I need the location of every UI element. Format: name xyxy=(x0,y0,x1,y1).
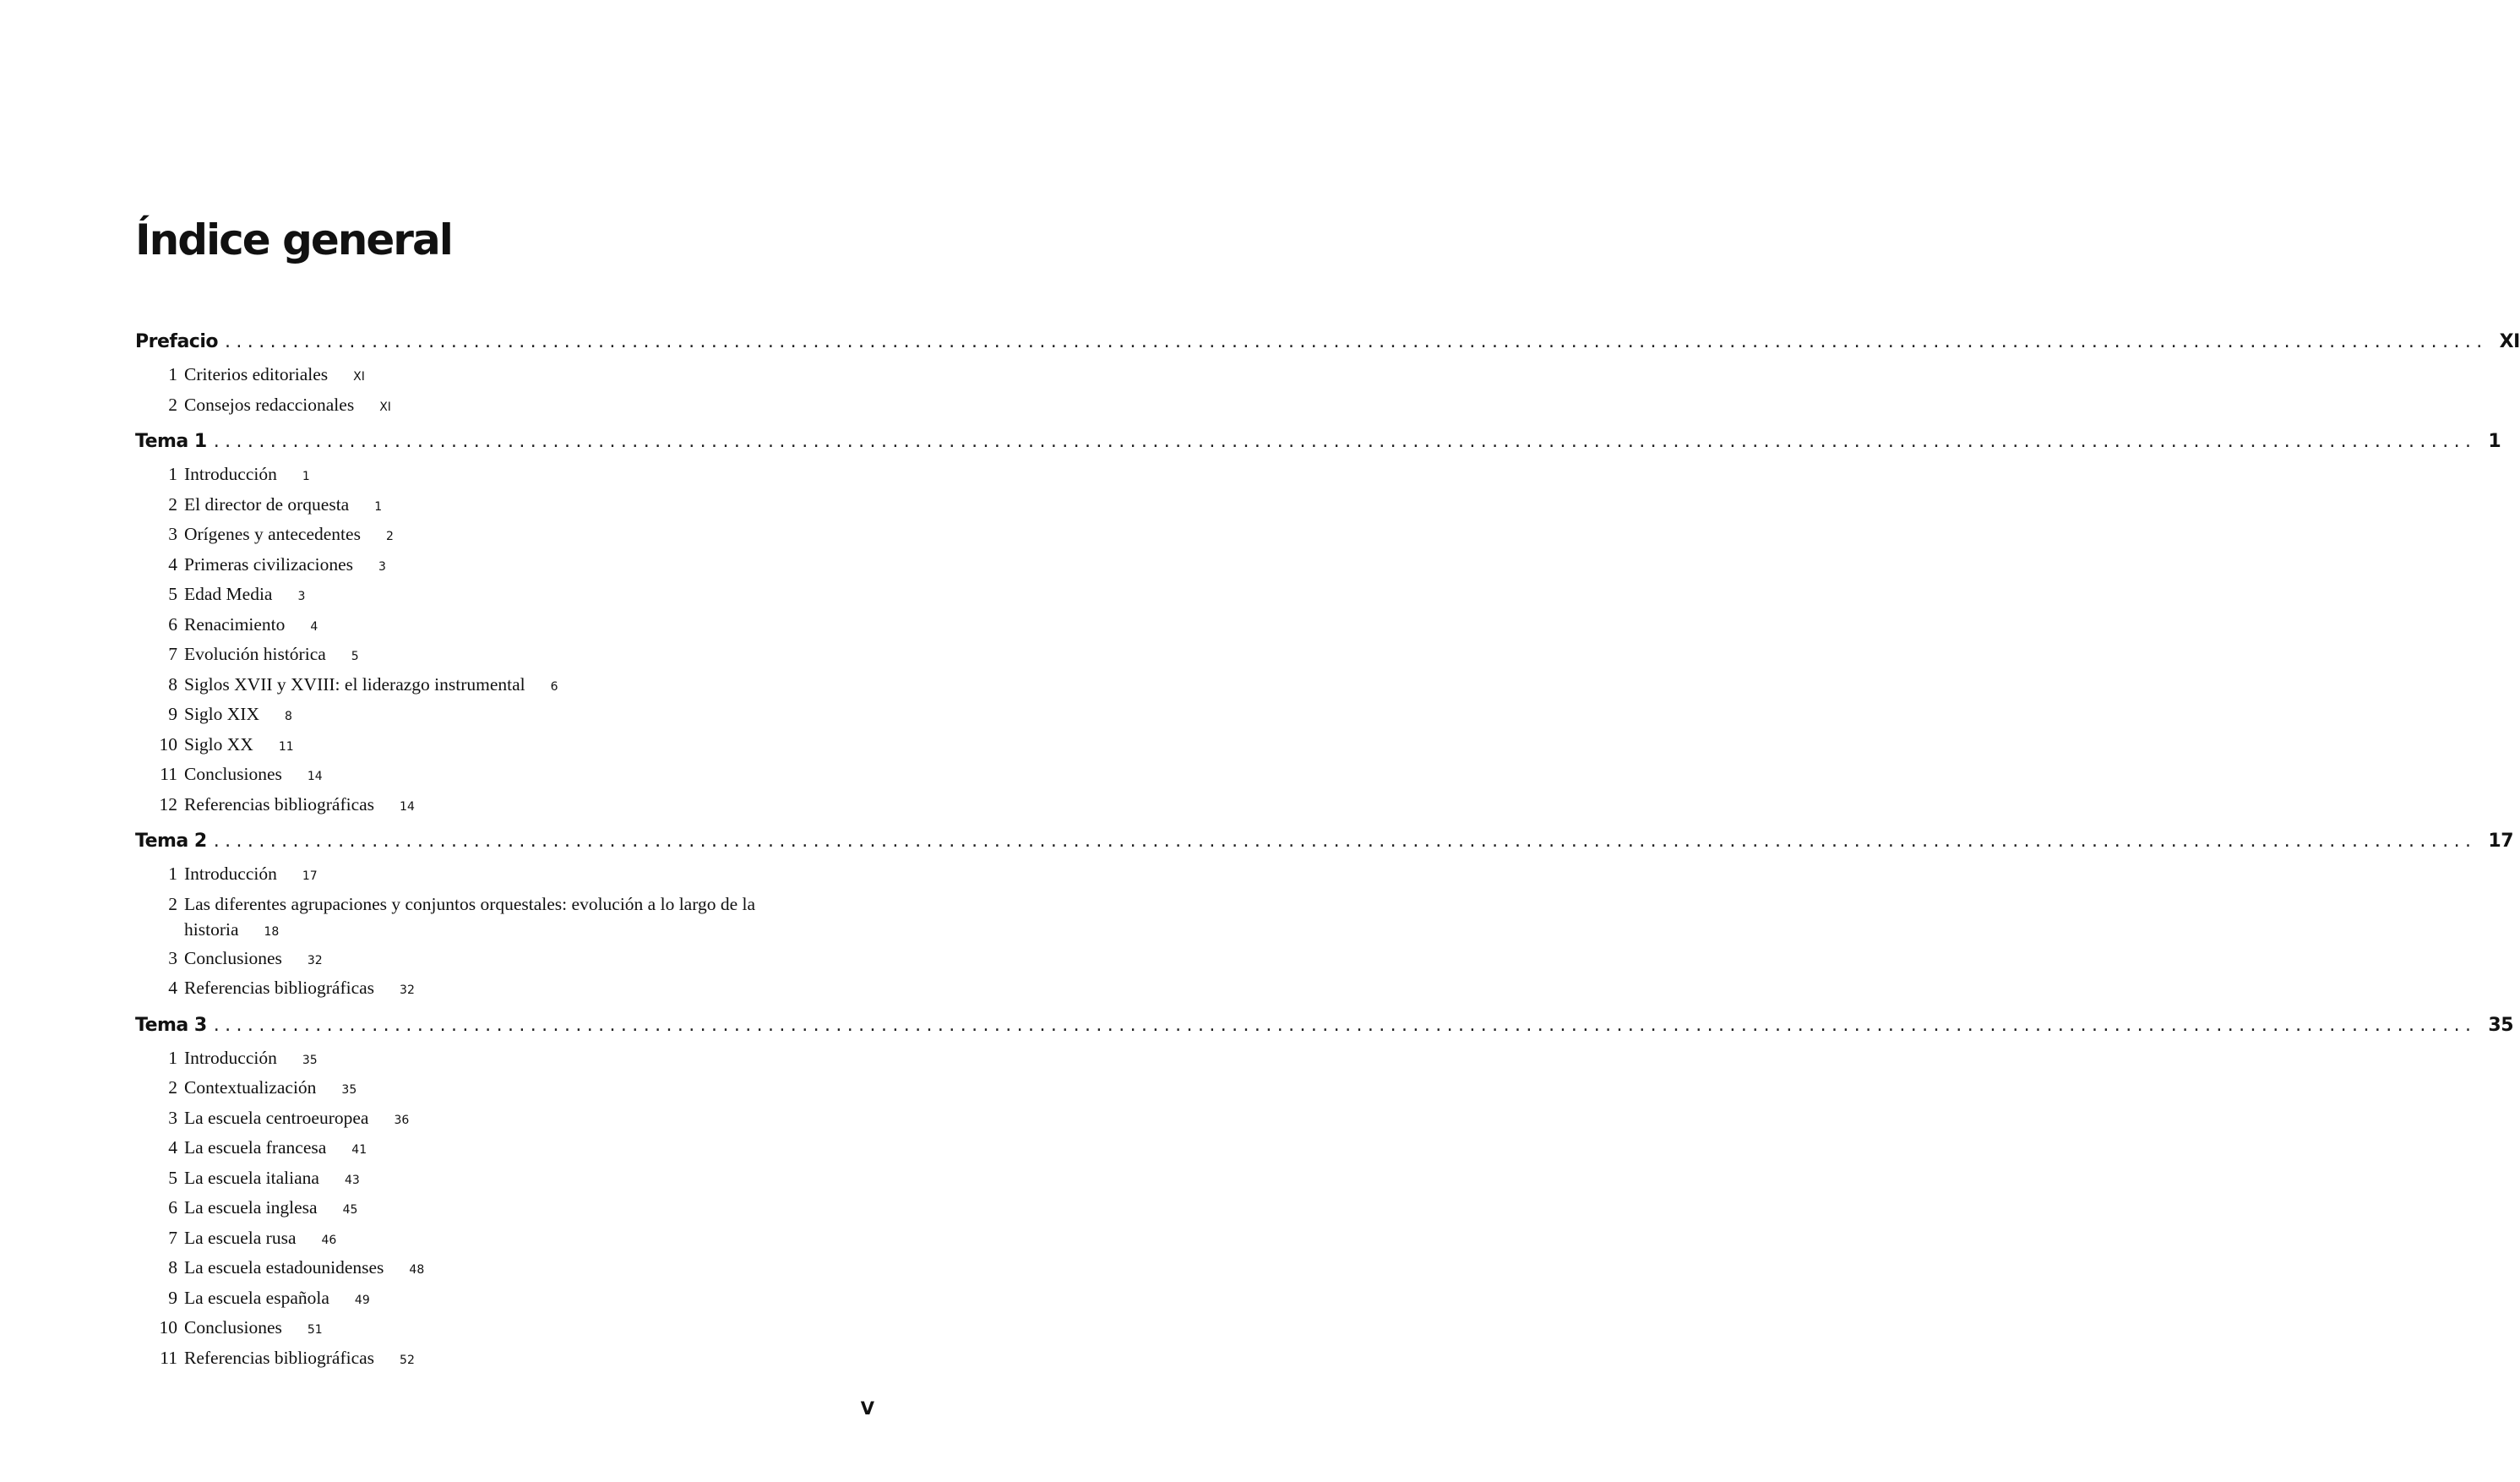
entry-title xyxy=(184,640,359,671)
toc-entry[interactable] xyxy=(135,491,874,521)
entry-title-text: La escuela española xyxy=(184,1287,329,1308)
table-of-contents xyxy=(135,331,2520,1384)
dot-leader: ........................................................................................................................................................................................................ xyxy=(225,331,2488,352)
toc-entry[interactable] xyxy=(135,611,874,641)
toc-entry[interactable] xyxy=(135,1164,874,1195)
toc-entry[interactable] xyxy=(135,1134,874,1164)
entry-title xyxy=(184,1254,424,1284)
entry-title xyxy=(184,361,365,391)
toc-chapter-heading[interactable] xyxy=(135,431,2501,460)
toc-entry[interactable] xyxy=(135,1104,874,1135)
toc-entry[interactable] xyxy=(135,1344,874,1375)
entry-page-number: XI xyxy=(379,400,391,414)
entry-title xyxy=(184,1104,409,1135)
entry-number: 5 xyxy=(168,1167,177,1188)
entry-title xyxy=(184,731,294,761)
chapter-page-number: 1 xyxy=(2488,431,2501,452)
toc-chapter-heading[interactable] xyxy=(135,1014,2514,1044)
entry-number: 12 xyxy=(159,793,177,815)
toc-entry[interactable] xyxy=(135,891,874,945)
entry-page-number: 8 xyxy=(285,710,292,723)
entry-title xyxy=(184,671,558,701)
toc-entry[interactable] xyxy=(135,520,874,551)
toc-entry[interactable] xyxy=(135,1254,874,1284)
toc-entry[interactable] xyxy=(135,974,874,1005)
chapter-page-number: XI xyxy=(2499,331,2520,352)
entry-title-text: Primeras civilizaciones xyxy=(184,553,353,575)
toc-entry[interactable] xyxy=(135,1074,874,1104)
entry-title xyxy=(184,551,386,581)
entry-number: 4 xyxy=(168,1137,177,1158)
chapter-page-number: 35 xyxy=(2488,1014,2514,1036)
toc-chapter-tema-3 xyxy=(135,1014,2514,1375)
entry-title-text: Referencias bibliográficas xyxy=(184,793,375,815)
entry-title-text: La escuela francesa xyxy=(184,1137,327,1158)
entry-number: 3 xyxy=(168,1107,177,1128)
entry-title-text: Conclusiones xyxy=(184,947,282,968)
entry-page-number: 3 xyxy=(297,590,306,603)
toc-chapter-prefacio xyxy=(135,331,2520,421)
entry-title xyxy=(184,974,415,1005)
toc-entry[interactable] xyxy=(135,1194,874,1224)
toc-entry[interactable] xyxy=(135,1314,874,1344)
entry-page-number: XI xyxy=(353,370,365,384)
dot-leader: ........................................................................................................................................................................................................ xyxy=(213,831,2477,852)
toc-entry[interactable] xyxy=(135,460,874,491)
entry-number: 9 xyxy=(168,1287,177,1308)
entry-number: 1 xyxy=(168,1047,177,1068)
toc-chapter-heading[interactable] xyxy=(135,831,2514,860)
toc-entry[interactable] xyxy=(135,580,874,611)
entry-number: 6 xyxy=(168,1197,177,1218)
entry-title xyxy=(184,760,323,791)
entry-page-number: 36 xyxy=(394,1113,410,1127)
entry-title-text: Contextualización xyxy=(184,1077,317,1098)
entry-page-number: 51 xyxy=(307,1323,323,1337)
entry-number: 3 xyxy=(168,947,177,968)
chapter-title: Tema 2 xyxy=(135,831,207,852)
entry-number: 8 xyxy=(168,673,177,695)
entry-page-number: 14 xyxy=(400,799,415,814)
entry-number: 9 xyxy=(168,704,177,724)
entry-title-text: Introducción xyxy=(184,464,277,484)
entry-page-number: 45 xyxy=(342,1203,358,1217)
entry-title xyxy=(184,1284,370,1315)
entry-page-number: 3 xyxy=(378,559,386,574)
toc-entry[interactable] xyxy=(135,760,874,791)
entry-title xyxy=(184,791,415,821)
entry-title xyxy=(184,580,305,611)
entry-page-number: 35 xyxy=(302,1053,318,1067)
entry-number: 7 xyxy=(168,1227,177,1248)
entry-number: 2 xyxy=(168,1077,177,1098)
entry-page-number: 14 xyxy=(307,770,323,783)
toc-entry[interactable] xyxy=(135,551,874,581)
entry-title-text: El director de orquesta xyxy=(184,493,350,515)
entry-title xyxy=(184,1134,367,1164)
chapter-title: Tema 3 xyxy=(135,1014,207,1036)
entry-page-number: 5 xyxy=(351,650,359,663)
entry-title xyxy=(184,700,292,731)
entry-title-text: Las diferentes agrupaciones y conjuntos orquestales: evolución a lo largo de la historia xyxy=(184,893,756,940)
entry-title xyxy=(184,611,318,641)
entry-title xyxy=(184,1194,357,1224)
entry-title-text: Evolución histórica xyxy=(184,644,326,664)
toc-chapter-tema-1 xyxy=(135,431,2501,820)
dot-leader: ........................................................................................................................................................................................................ xyxy=(213,431,2477,452)
entry-title xyxy=(184,491,382,521)
toc-entry[interactable] xyxy=(135,791,874,821)
entry-page-number: 46 xyxy=(321,1233,337,1247)
entry-page-number: 49 xyxy=(354,1293,370,1307)
entry-title xyxy=(184,1314,323,1344)
entry-title xyxy=(184,1344,415,1375)
entry-title-text: Introducción xyxy=(184,864,277,884)
toc-chapter-tema-2 xyxy=(135,831,2514,1005)
entry-title xyxy=(184,1164,360,1195)
toc-entry[interactable] xyxy=(135,1224,874,1255)
entry-page-number: 41 xyxy=(351,1143,367,1157)
entry-number: 2 xyxy=(168,394,177,415)
entry-title-text: Edad Media xyxy=(184,584,273,604)
toc-entry[interactable] xyxy=(135,1044,874,1075)
entry-title-text: Conclusiones xyxy=(184,1317,282,1338)
entry-page-number: 4 xyxy=(310,619,318,634)
entry-title xyxy=(184,860,318,891)
entry-title xyxy=(184,520,394,551)
entry-title-text: Siglos XVII y XVIII: el liderazgo instrumental xyxy=(184,673,525,695)
entry-number: 10 xyxy=(159,733,177,755)
entry-number: 10 xyxy=(159,1317,177,1338)
entry-title-text: Referencias bibliográficas xyxy=(184,1347,375,1368)
toc-entry[interactable] xyxy=(135,361,874,391)
entry-title-text: La escuela rusa xyxy=(184,1227,297,1248)
entry-title-text: Referencias bibliográficas xyxy=(184,978,375,998)
entry-number: 6 xyxy=(168,613,177,635)
entry-title-text: Consejos redaccionales xyxy=(184,394,355,415)
entry-title xyxy=(184,1074,357,1104)
page-title: Índice general xyxy=(135,215,452,264)
entry-page-number: 6 xyxy=(550,679,558,694)
entry-number: 4 xyxy=(168,553,177,575)
entry-number: 1 xyxy=(168,464,177,484)
entry-number: 11 xyxy=(160,1347,177,1368)
toc-entry[interactable] xyxy=(135,700,874,731)
entry-number: 2 xyxy=(168,493,177,515)
entry-title-text: Conclusiones xyxy=(184,764,282,784)
entry-page-number: 32 xyxy=(307,953,323,967)
toc-entry[interactable] xyxy=(135,391,874,422)
entry-title xyxy=(184,1044,318,1075)
entry-title xyxy=(184,1224,336,1255)
entry-title-text: Criterios editoriales xyxy=(184,364,329,384)
entry-title-text: La escuela inglesa xyxy=(184,1197,318,1218)
entry-title-text: La escuela estadounidenses xyxy=(184,1257,384,1278)
toc-entry[interactable] xyxy=(135,640,874,671)
entry-number: 11 xyxy=(160,764,177,784)
entry-number: 8 xyxy=(168,1257,177,1278)
entry-number: 7 xyxy=(168,644,177,664)
entry-title-text: La escuela centroeuropea xyxy=(184,1107,369,1128)
toc-entry[interactable] xyxy=(135,671,874,701)
chapter-title: Tema 1 xyxy=(135,431,207,452)
toc-chapter-heading[interactable] xyxy=(135,331,2520,361)
chapter-title: Prefacio xyxy=(135,331,219,352)
entry-title xyxy=(184,460,310,491)
entry-page-number: 52 xyxy=(400,1353,415,1367)
toc-entry[interactable] xyxy=(135,731,874,761)
entry-title xyxy=(184,391,391,422)
entry-page-number: 48 xyxy=(409,1263,425,1277)
entry-title xyxy=(184,891,805,945)
entry-page-number: 18 xyxy=(264,924,280,939)
entry-title-text: Siglo XX xyxy=(184,733,253,755)
entry-title-text: Orígenes y antecedentes xyxy=(184,524,361,544)
entry-number: 1 xyxy=(168,364,177,384)
page-number: V xyxy=(860,1398,874,1419)
entry-page-number: 1 xyxy=(374,499,383,514)
entry-number: 5 xyxy=(168,584,177,604)
entry-page-number: 1 xyxy=(302,470,310,483)
entry-page-number: 17 xyxy=(302,869,318,883)
entry-title xyxy=(184,945,323,975)
entry-number: 3 xyxy=(168,524,177,544)
entry-title-text: La escuela italiana xyxy=(184,1167,319,1188)
dot-leader: ........................................................................................................................................................................................................ xyxy=(213,1014,2477,1036)
toc-entry[interactable] xyxy=(135,1284,874,1315)
entry-number: 1 xyxy=(168,864,177,884)
entry-page-number: 2 xyxy=(385,530,394,543)
toc-entry[interactable] xyxy=(135,860,874,891)
chapter-page-number: 17 xyxy=(2488,831,2514,852)
entry-number: 2 xyxy=(168,893,177,914)
entry-title-text: Introducción xyxy=(184,1047,277,1068)
toc-entry[interactable] xyxy=(135,945,874,975)
entry-number: 4 xyxy=(168,978,177,998)
entry-page-number: 11 xyxy=(278,739,294,754)
entry-page-number: 32 xyxy=(400,983,415,997)
entry-title-text: Renacimiento xyxy=(184,613,286,635)
entry-page-number: 35 xyxy=(341,1083,357,1097)
entry-title-text: Siglo XIX xyxy=(184,704,259,724)
entry-page-number: 43 xyxy=(344,1173,360,1187)
